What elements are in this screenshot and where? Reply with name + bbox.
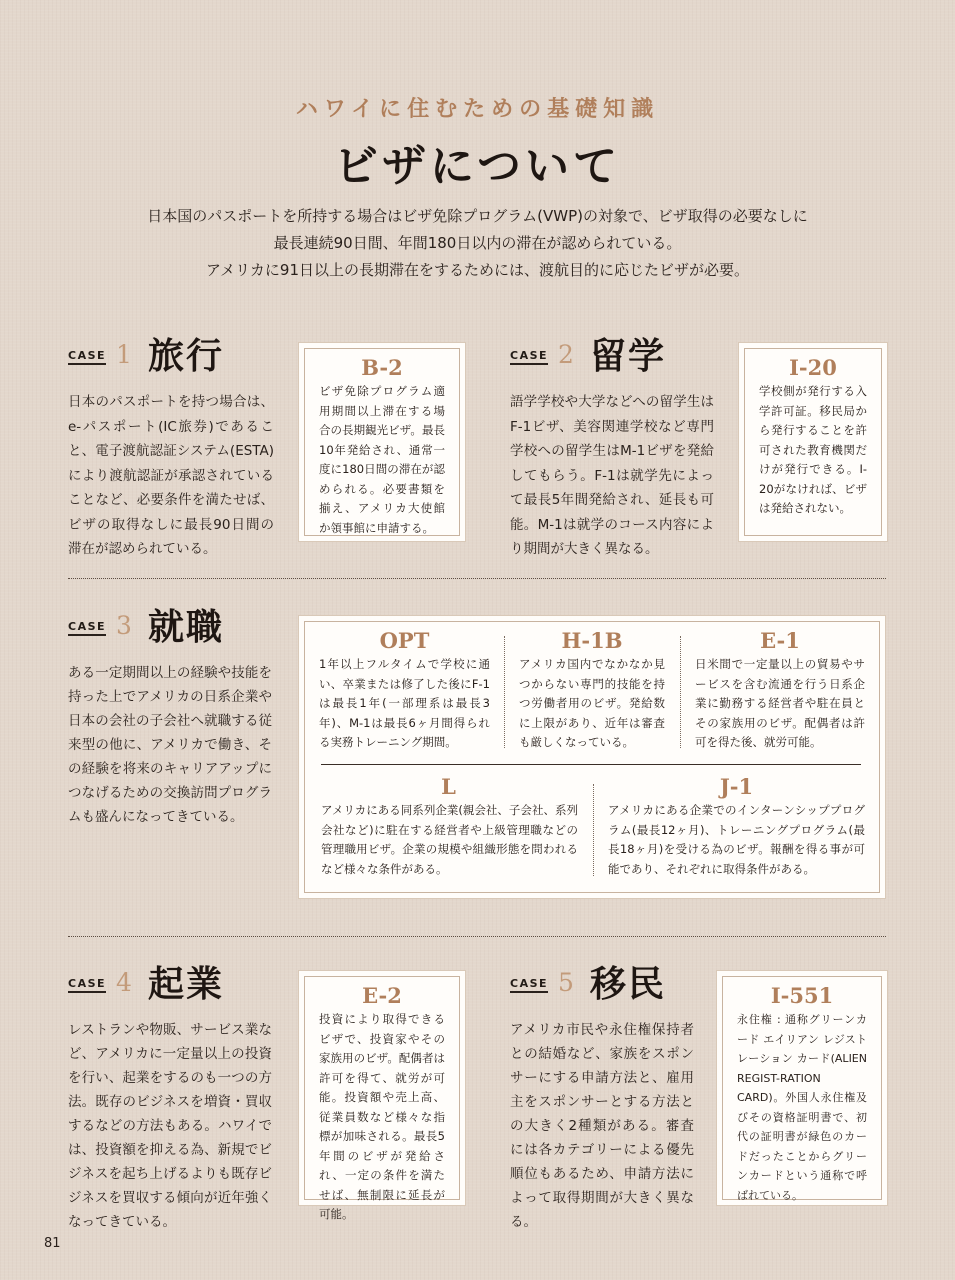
case-title: 旅行 — [148, 335, 225, 377]
case-label: CASE — [68, 978, 106, 993]
case-number: 5 — [558, 968, 574, 997]
case-5 — [510, 963, 694, 1234]
intro-line: アメリカに91日以上の長期滞在をするためには、渡航目的に応じたビザが必要。 — [205, 261, 750, 279]
visa-description: アメリカ国内でなかなか見つからない専門的技能を持つ労働者用のビザ。発給数に上限があり、近年は審査も厳しくなっている。 — [519, 657, 665, 749]
case-description: ある一定期間以上の経験や技能を持った上でアメリカの日系企業や日本の会社の子会社へ就職する従来型の他に、アメリカで働き、その経験を将来のキャリアアップにつなげるための交換訪問プログラムも盛んになってきている。 — [68, 665, 272, 825]
case-label: CASE — [68, 621, 106, 636]
case-title: 就職 — [148, 606, 225, 648]
case-label: CASE — [510, 350, 548, 365]
visa-cell-opt — [305, 622, 504, 755]
visa-description: 日米間で一定量以上の貿易やサービスを含む流通を行う日系企業に勤務する経営者や駐在員とその家族用のビザ。配偶者は許可を得た後、就労可能。 — [695, 657, 865, 749]
visa-code: E-1 — [760, 628, 800, 653]
case-number: 4 — [116, 968, 132, 997]
case-heading — [68, 606, 272, 661]
case-heading — [510, 335, 714, 390]
visa-card-b2 — [304, 348, 460, 536]
row-divider — [321, 764, 861, 765]
visa-description: 投資により取得できるビザで、投資家やその家族用のビザ。配偶者は許可を得て、就労が可能。投資額や売上高、従業員数など様々な指標が加味される。最長5年間のビザが発給され、一定の条件を満たせば、無制限に延長が可能。 — [319, 1012, 445, 1221]
intro-paragraph — [0, 203, 955, 284]
case-2 — [510, 335, 714, 562]
visa-cell-l — [305, 768, 592, 879]
case-description: レストランや物販、サービス業など、アメリカに一定量以上の投資を行い、起業をするのも一つの方法。既存のビジネスを増資・買収するなどの方法もある。ハワイでは、投資額を抑える為、新規でビジネスを起ち上げるよりも既存ビジネスを買収する傾向が近年強くなってきている。 — [68, 1022, 272, 1230]
case-number: 2 — [558, 340, 574, 369]
visa-code: L — [441, 774, 456, 799]
visa-card-i20 — [744, 348, 882, 536]
visa-code: B-2 — [361, 355, 403, 380]
visa-card-group-employment — [304, 621, 880, 893]
case-4 — [68, 963, 272, 1234]
section-divider — [68, 936, 886, 937]
intro-line: 最長連続90日間、年間180日以内の滞在が認められている。 — [273, 234, 682, 252]
case-1 — [68, 335, 274, 562]
intro-line: 日本国のパスポートを所持する場合はビザ免除プログラム(VWP)の対象で、ビザ取得の必要なしに — [147, 207, 808, 225]
visa-code: I-20 — [789, 355, 837, 380]
visa-code: J-1 — [719, 774, 754, 799]
case-heading — [68, 963, 272, 1018]
case-description: 語学学校や大学などへの留学生はF-1ビザ、美容関連学校など専門学校への留学生はM-1ビザを発給してもらう。F-1は就学先によって最長5年間発給され、延長も可能。M-1は就学のコース内容により期間が大きく異なる。 — [510, 394, 714, 557]
visa-description: 学校側が発行する入学許可証。移民局から発行することを許可された教育機関だけが発行できる。I-20がなければ、ビザは発給されない。 — [759, 384, 867, 515]
visa-description: 1年以上フルタイムで学校に通い、卒業または修了した後にF-1は最長1年(一部理系は最長3年)、M-1は最長6ヶ月間得られる実務トレーニング期間。 — [319, 657, 490, 749]
case-title: 留学 — [590, 335, 667, 377]
visa-cell-j1 — [594, 768, 879, 881]
page-number: 81 — [44, 1236, 61, 1251]
case-description: アメリカ市民や永住権保持者との結婚など、家族をスポンサーにする申請方法と、雇用主をスポンサーとする方法との大きく2種類がある。審査には各カテゴリーによる優先順位もあるため、申請方法によって取得期間が大きく異なる。 — [510, 1022, 694, 1230]
visa-cell-h1b — [505, 622, 679, 755]
visa-description: ビザ免除プログラム適用期間以上滞在する場合の長期観光ビザ。最長10年発給され、通常一度に180日間の滞在が認められる。必要書類を揃え、アメリカ大使館か領事館に申請する。 — [319, 384, 445, 535]
visa-code: I-551 — [770, 983, 834, 1008]
case-number: 1 — [116, 340, 132, 369]
case-heading — [68, 335, 274, 390]
visa-description: アメリカにある同系列企業(親会社、子会社、系列会社など)に駐在する経営者や上級管理職などの管理職用ビザ。企業の規模や組織形態を問われるなど様々な条件がある。 — [321, 803, 578, 876]
case-label: CASE — [510, 978, 548, 993]
case-label: CASE — [68, 350, 106, 365]
case-heading — [510, 963, 694, 1018]
page-title: ビザについて — [333, 141, 622, 192]
visa-description: アメリカにある企業でのインターンシッププログラム(最長12ヶ月)、トレーニングプログラム(最長18ヶ月)を受ける為のビザ。報酬を得る事が可能であり、それぞれに取得条件がある。 — [608, 803, 865, 876]
case-description: 日本のパスポートを持つ場合は、e-パスポート(IC旅券)であること、電子渡航認証システム(ESTA)により渡航認証が承認されていることなど、必要条件を満たせば、ビザの取得なしに最長90日間の滞在が認められている。 — [68, 394, 274, 557]
visa-card-e2 — [304, 976, 460, 1221]
case-3 — [68, 606, 272, 829]
visa-code: E-2 — [362, 983, 402, 1008]
visa-card-i551 — [722, 976, 882, 1200]
section-divider — [68, 578, 886, 579]
visa-code: H-1B — [561, 628, 623, 653]
visa-code: OPT — [379, 628, 430, 653]
case-title: 移民 — [590, 963, 667, 1005]
visa-cell-e1 — [681, 622, 879, 755]
visa-description: 永住権 : 通称グリーンカード エイリアン レジストレーション カード(ALIEN REGIST-RATION CARD)。外国人永住権及びその資格証明書で、初代の証明書が緑色のカードだったことからグリーンカードという通称で呼ばれている。 — [737, 1013, 867, 1202]
section-subtitle: ハワイに住むための基礎知識 — [295, 97, 660, 122]
case-title: 起業 — [148, 963, 225, 1005]
case-number: 3 — [116, 611, 132, 640]
